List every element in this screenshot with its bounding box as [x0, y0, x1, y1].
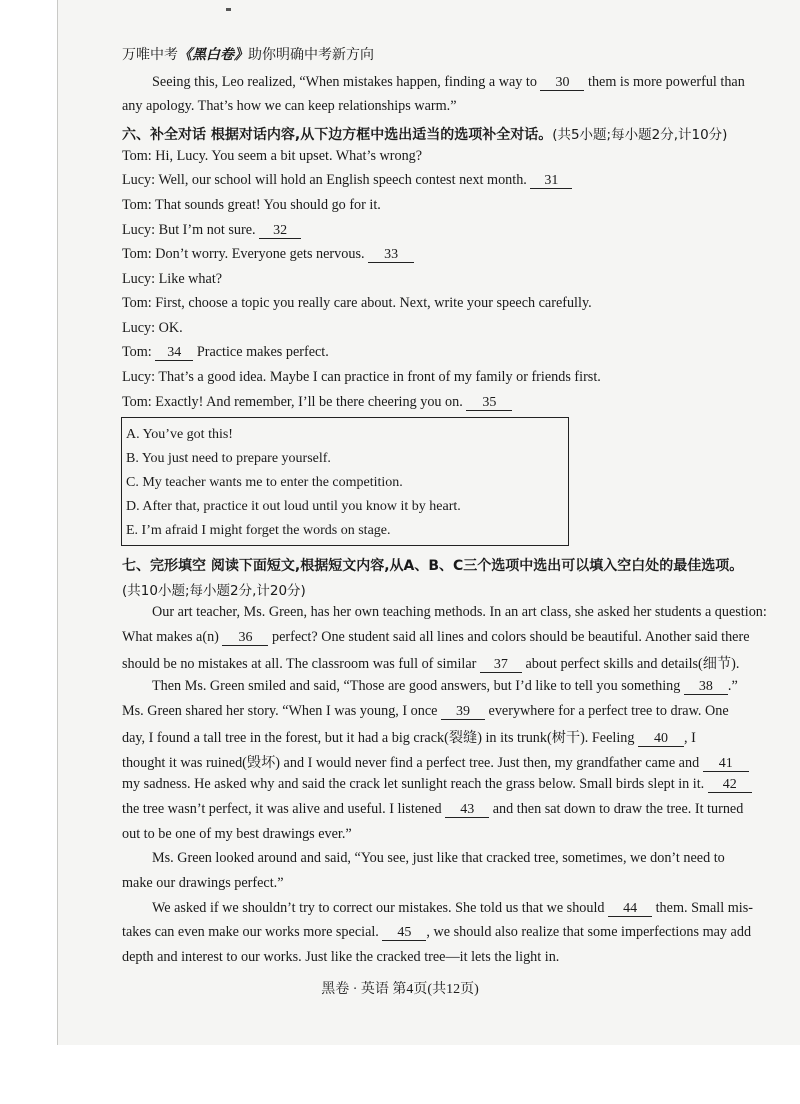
- dialogue-line: Tom: That sounds great! You should go for it.: [122, 197, 381, 213]
- blank-39: 39: [441, 704, 485, 720]
- blank-36: 36: [222, 630, 268, 646]
- blank-31: 31: [530, 173, 572, 189]
- passage-line: thought it was ruined(毁坏) and I would never find a perfect tree. Just then, my grandfather came and 41: [122, 752, 749, 772]
- blank-33: 33: [368, 247, 414, 263]
- intro-line-1: Seeing this, Leo realized, “When mistakes happen, finding a way to 30 them is more powerful than: [152, 74, 745, 90]
- blank-45: 45: [382, 925, 426, 941]
- option-d: D. After that, practice it out loud until you know it by heart.: [126, 499, 461, 514]
- page-header: [122, 44, 374, 64]
- section-7-note: (共10小题;每小题2分,计20分): [122, 583, 306, 599]
- passage-line: out to be one of my best drawings ever.”: [122, 826, 352, 842]
- page-edge: [57, 0, 58, 1045]
- dialogue-line: Tom: Don’t worry. Everyone gets nervous. 33: [122, 246, 414, 263]
- blank-41: 41: [703, 756, 749, 772]
- dialogue-line: Tom: Exactly! And remember, I’ll be there cheering you on. 35: [122, 394, 512, 411]
- dialogue-line: Tom: First, choose a topic you really care about. Next, write your speech carefully.: [122, 295, 592, 311]
- section-7-title: 七、完形填空 阅读下面短文,根据短文内容,从A、B、C三个选项中选出可以填入空白处的最佳选项。: [122, 558, 744, 574]
- blank-35: 35: [466, 395, 512, 411]
- dialogue-line: Tom: Hi, Lucy. You seem a bit upset. What’s wrong?: [122, 148, 423, 164]
- intro-line-2: any apology. That’s how we can keep relationships warm.”: [122, 98, 457, 114]
- passage-line: Our art teacher, Ms. Green, has her own teaching methods. In an art class, she asked her students a question:: [152, 604, 767, 620]
- passage-line: We asked if we shouldn’t try to correct our mistakes. She told us that we should 44 them. Small mis-: [152, 900, 753, 916]
- blank-44: 44: [608, 901, 652, 917]
- dialogue-line: Lucy: OK.: [122, 320, 183, 336]
- passage-line: Ms. Green looked around and said, “You see, just like that cracked tree, sometimes, we don’t need to: [152, 850, 725, 866]
- passage-line: takes can even make our works more special. 45 , we should also realize that some imperfections may add: [122, 924, 752, 940]
- section-6-title: 六、补全对话 根据对话内容,从下边方框中选出适当的选项补全对话。(共5小题;每小题2分,计10分): [122, 127, 728, 143]
- blank-37: 37: [480, 657, 522, 673]
- scan-mark: [226, 8, 231, 11]
- header-suffix: 助你明确中考新方向: [248, 48, 374, 63]
- passage-line: should be no mistakes at all. The classroom was full of similar 37 about perfect skills and details(细节).: [122, 656, 740, 672]
- option-a: A. You’ve got this!: [126, 427, 233, 442]
- blank-43: 43: [445, 802, 489, 818]
- passage-line: the tree wasn’t perfect, it was alive and useful. I listened 43 and then sat down to draw the tree. It turned: [122, 801, 744, 817]
- option-c: C. My teacher wants me to enter the competition.: [126, 475, 403, 490]
- dialogue-line: Lucy: But I’m not sure. 32: [122, 222, 301, 239]
- blank-38: 38: [684, 679, 728, 695]
- blank-34: 34: [155, 345, 193, 361]
- blank-32: 32: [259, 223, 301, 239]
- option-e: E. I’m afraid I might forget the words on stage.: [126, 523, 391, 538]
- blank-40: 40: [638, 731, 684, 747]
- dialogue-line: Tom: 34 Practice makes perfect.: [122, 344, 329, 360]
- dialogue-line: Lucy: Like what?: [122, 271, 223, 287]
- dialogue-line: Lucy: Well, our school will hold an English speech contest next month. 31: [122, 172, 572, 189]
- header-prefix: 万唯中考: [122, 48, 178, 63]
- passage-line: day, I found a tall tree in the forest, but it had a big crack(裂缝) in its trunk(树干). Feeling 40 , I: [122, 730, 696, 746]
- passage-line: make our drawings perfect.”: [122, 875, 284, 891]
- option-b: B. You just need to prepare yourself.: [126, 451, 331, 466]
- dialogue-line: Lucy: That’s a good idea. Maybe I can practice in front of my family or friends first.: [122, 369, 601, 385]
- passage-line: my sadness. He asked why and said the crack let sunlight reach the grass below. Small birds slept in it. 42: [122, 776, 752, 793]
- passage-line: depth and interest to our works. Just like the cracked tree—it lets the light in.: [122, 949, 560, 965]
- page-footer: 黑卷 · 英语 第4页(共12页): [321, 982, 479, 997]
- passage-line: What makes a(n) 36 perfect? One student said all lines and colors should be beautiful. Another said there: [122, 629, 750, 645]
- passage-line: Then Ms. Green smiled and said, “Those are good answers, but I’d like to tell you something 38 .”: [152, 678, 738, 694]
- header-brand: 《黑白卷》: [178, 48, 248, 63]
- passage-line: Ms. Green shared her story. “When I was young, I once 39 everywhere for a perfect tree to draw. One: [122, 703, 729, 719]
- blank-42: 42: [708, 777, 752, 793]
- blank-30: 30: [540, 75, 584, 91]
